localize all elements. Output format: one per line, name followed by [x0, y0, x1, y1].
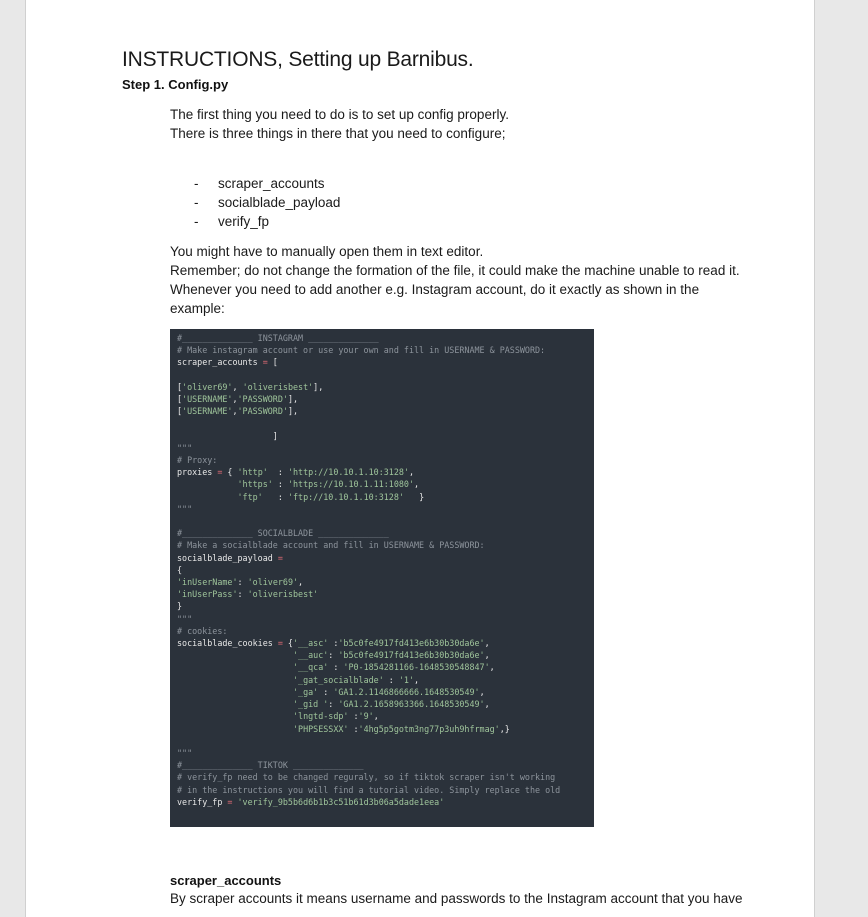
- intro-line: There is three things in there that you need to configure;: [170, 126, 506, 141]
- code-line: proxies = { 'http' : 'http://10.10.1.10:3128',: [177, 467, 415, 478]
- instructions-line: Remember; do not change the formation of the file, it could make the machine unable to read it. Whenever you need to add another e.g. Instagram account, do it exactly as shown in the example:: [170, 263, 740, 316]
- code-line: scraper_accounts = [: [177, 357, 278, 368]
- code-line: '__qca' : 'P0-1854281166-1648530548847',: [292, 662, 495, 673]
- bullet-dash: -: [194, 176, 199, 191]
- code-line: #______________ INSTAGRAM ______________: [177, 333, 379, 343]
- bullet-dash: -: [194, 214, 199, 229]
- code-line: #______________ SOCIALBLADE ______________: [177, 528, 389, 539]
- code-line: """: [177, 747, 193, 758]
- section-heading: scraper_accounts: [170, 873, 282, 888]
- code-line: 'PHPSESSXX' :'4hg5p5gotm3ng77p3uh9hfrmag',}: [292, 723, 510, 734]
- code-line: 'https' : 'https://10.10.1.11:1080',: [237, 479, 420, 490]
- intro-paragraph: [170, 105, 740, 143]
- code-line: [177, 735, 594, 747]
- code-line: [177, 369, 594, 381]
- code-line: '_ga' : 'GA1.2.1146866666.1648530549',: [292, 686, 485, 697]
- code-line: # cookies:: [177, 625, 228, 636]
- code-line: """: [177, 613, 193, 624]
- code-line: '__auc': 'b5c0fe4917fd413e6b30b30da6e',: [292, 650, 490, 661]
- list-item-text: scraper_accounts: [218, 176, 325, 191]
- code-line: """: [177, 442, 193, 453]
- code-line: # verify_fp need to be changed reguraly, so if tiktok scraper isn't working: [177, 772, 556, 783]
- code-line: }: [177, 601, 183, 612]
- code-line: # Make instagram account or use your own and fill in USERNAME & PASSWORD:: [177, 345, 546, 356]
- list-item: [170, 174, 340, 193]
- bullet-dash: -: [194, 195, 199, 210]
- code-line: # Make a socialblade account and fill in USERNAME & PASSWORD:: [177, 540, 485, 551]
- step-heading: Step 1. Config.py: [122, 77, 229, 92]
- config-list: [170, 174, 340, 231]
- code-line: verify_fp = 'verify_9b5b6d6b1b3c51b61d3b06a5dade1eea': [177, 796, 445, 807]
- code-line: #______________ TIKTOK ______________: [177, 760, 364, 771]
- code-line: {: [177, 564, 183, 575]
- document-page: [25, 0, 815, 917]
- code-line: 'lngtd-sdp' :'9',: [292, 711, 379, 722]
- code-line: # in the instructions you will find a tutorial video. Simply replace the old: [177, 784, 561, 795]
- instructions-paragraph: [170, 242, 740, 318]
- page-title: INSTRUCTIONS, Setting up Barnibus.: [122, 48, 474, 71]
- code-line: ['USERNAME','PASSWORD'],: [177, 394, 299, 405]
- code-line: 'ftp' : 'ftp://10.10.1.10:3128' }: [237, 491, 425, 502]
- code-line: ]: [177, 430, 278, 441]
- code-line: socialblade_cookies = {'__asc' :'b5c0fe4917fd413e6b30b30da6e',: [177, 638, 490, 649]
- code-line: ['oliver69', 'oliverisbest'],: [177, 381, 324, 392]
- code-line: socialblade_payload =: [177, 552, 283, 563]
- code-line: """: [177, 503, 193, 514]
- intro-line: The first thing you need to do is to set up config properly.: [170, 107, 509, 122]
- code-line: 'inUserName': 'oliver69',: [177, 577, 304, 588]
- code-line: ['USERNAME','PASSWORD'],: [177, 406, 299, 417]
- code-line: 'inUserPass': 'oliverisbest': [177, 589, 319, 600]
- code-line: '_gat_socialblade' : '1',: [292, 674, 420, 685]
- list-item-text: socialblade_payload: [218, 195, 341, 210]
- code-line: # Proxy:: [177, 455, 218, 466]
- code-block: [170, 329, 594, 808]
- list-item: [170, 193, 340, 212]
- body-text: By scraper accounts it means username and passwords to the Instagram account that you have: [170, 891, 743, 906]
- list-item: [170, 212, 340, 231]
- list-item-text: verify_fp: [218, 214, 270, 229]
- code-line: '_gid ': 'GA1.2.1658963366.1648530549',: [292, 699, 490, 710]
- code-line: [177, 515, 594, 527]
- instructions-line: You might have to manually open them in text editor.: [170, 244, 484, 259]
- code-screenshot: [170, 329, 594, 827]
- code-line: [177, 417, 594, 429]
